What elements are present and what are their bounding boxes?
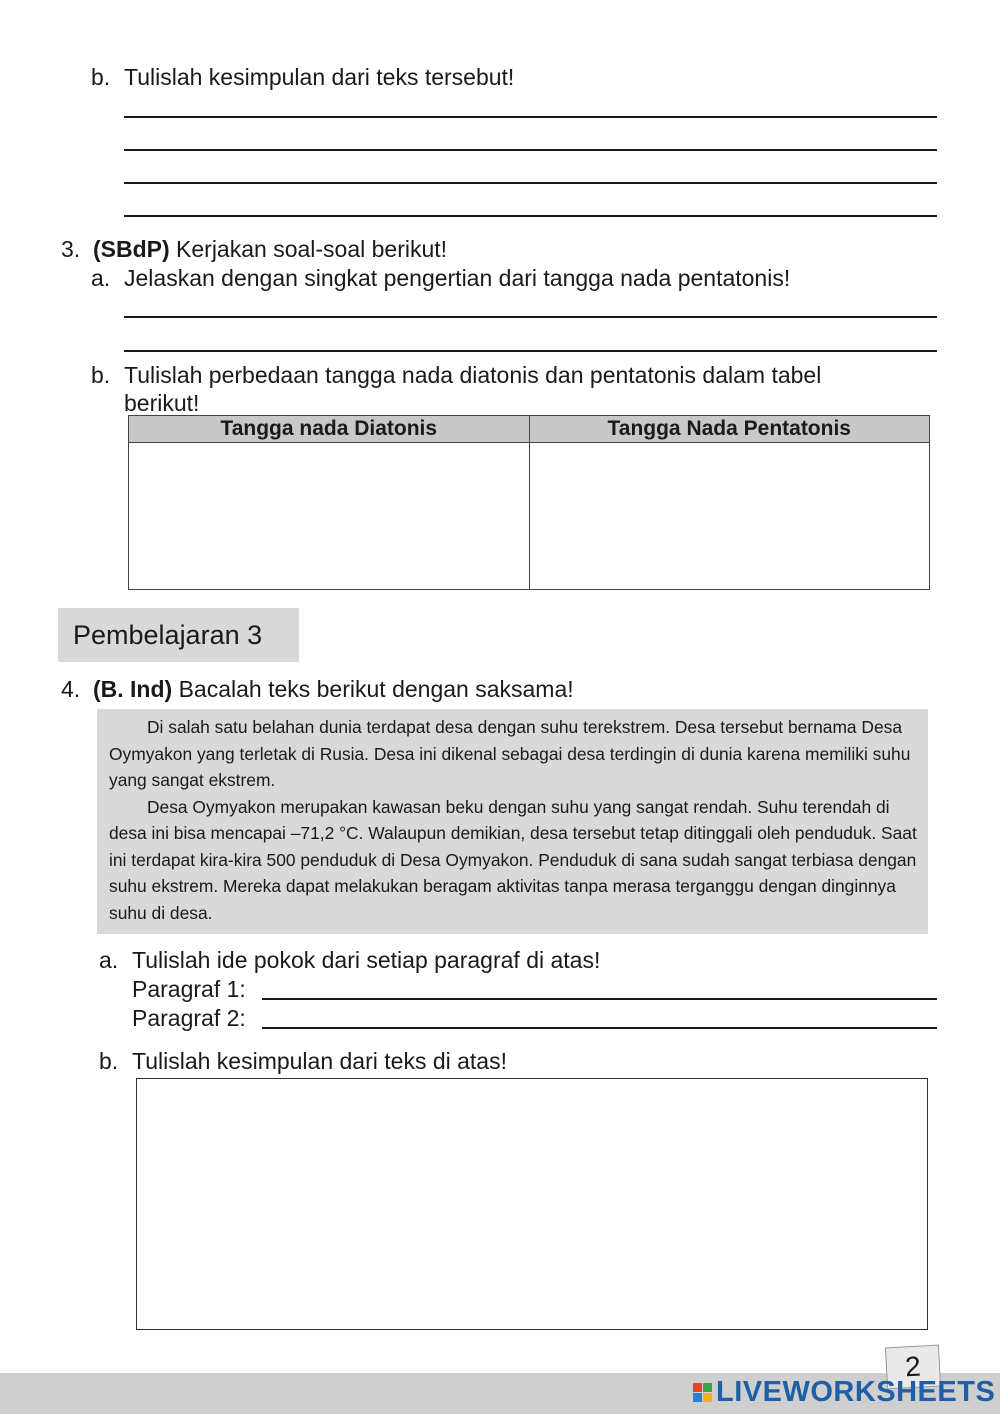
q4a-label-paragraf-2: Paragraf 2: [132, 1005, 246, 1031]
q2b-answer-line-3[interactable] [124, 182, 937, 184]
q4-number: 4. [61, 676, 81, 702]
q4a-text: Tulislah ide pokok dari setiap paragraf di atas! [132, 947, 601, 973]
reading-paragraph-1: Di salah satu belahan dunia terdapat desa dengan suhu terekstrem. Desa tersebut bernama Desa Oymyakon yang terletak di Rusia. Desa ini dikenal sebagai desa terdingin di dunia karena memiliki suhu yang sangat ekstrem. [109, 717, 911, 790]
paragraf-2-answer-line[interactable] [262, 1027, 937, 1029]
q4-subject: (B. Ind) [92, 676, 173, 702]
reading-passage [97, 709, 928, 934]
q3-subject: (SBdP) [92, 236, 170, 262]
q4b-marker: b. [99, 1048, 119, 1074]
q3a-answer-line-2[interactable] [124, 350, 937, 352]
section-title: Pembelajaran 3 [58, 608, 299, 662]
q3b-marker: b. [91, 362, 111, 388]
q4b-text: Tulislah kesimpulan dari teks di atas! [132, 1048, 507, 1074]
table-header-diatonis: Tangga nada Diatonis [129, 416, 530, 443]
table-header-pentatonis: Tangga Nada Pentatonis [529, 416, 930, 443]
q3a-text: Jelaskan dengan singkat pengertian dari tangga nada pentatonis! [124, 265, 791, 291]
q4a-label-paragraf-1: Paragraf 1: [132, 976, 246, 1002]
table-header-row [129, 416, 930, 443]
q4a-marker: a. [99, 947, 119, 973]
q3-instruction: Kerjakan soal-soal berikut! [176, 236, 448, 262]
comparison-table [128, 415, 930, 590]
reading-paragraph-2: Desa Oymyakon merupakan kawasan beku dengan suhu yang sangat rendah. Suhu terendah di desa ini bisa mencapai –71,2 °C. Walaupun demikian, desa tersebut tetap ditinggali oleh penduduk. Saat ini terdapat kira-kira 500 penduduk di Desa Oymyakon. Penduduk di sana sudah sangat terbiasa dengan suhu ekstrem. Mereka dapat melakukan beragam aktivitas tanpa merasa terganggu dengan dinginnya suhu di desa. [109, 796, 917, 923]
q2b-answer-line-4[interactable] [124, 215, 937, 217]
paragraf-1-answer-line[interactable] [262, 998, 937, 1000]
q2b-answer-line-1[interactable] [124, 116, 937, 118]
q3b-text-line1: Tulislah perbedaan tangga nada diatonis dan pentatonis dalam tabel [124, 362, 822, 388]
table-row [129, 443, 930, 590]
q4-heading [61, 675, 574, 703]
q3a-answer-line-1[interactable] [124, 316, 937, 318]
q3a-marker: a. [91, 265, 111, 291]
q2b-text: Tulislah kesimpulan dari teks tersebut! [124, 64, 515, 90]
q2b-answer-line-2[interactable] [124, 149, 937, 151]
q3-number: 3. [61, 236, 81, 262]
answer-cell-diatonis[interactable] [129, 443, 530, 590]
q3b-text-line2: berikut! [124, 390, 200, 416]
liveworksheets-logo [693, 1374, 995, 1410]
q2b-marker: b. [91, 64, 111, 90]
answer-cell-pentatonis[interactable] [529, 443, 930, 590]
conclusion-answer-box[interactable] [136, 1078, 928, 1330]
q4-instruction: Bacalah teks berikut dengan saksama! [178, 676, 574, 702]
logo-text: LIVEWORKSHEETS [716, 1375, 996, 1408]
q3-heading [61, 235, 447, 263]
page-number: 2 [885, 1345, 941, 1390]
logo-grid-icon [693, 1383, 712, 1402]
